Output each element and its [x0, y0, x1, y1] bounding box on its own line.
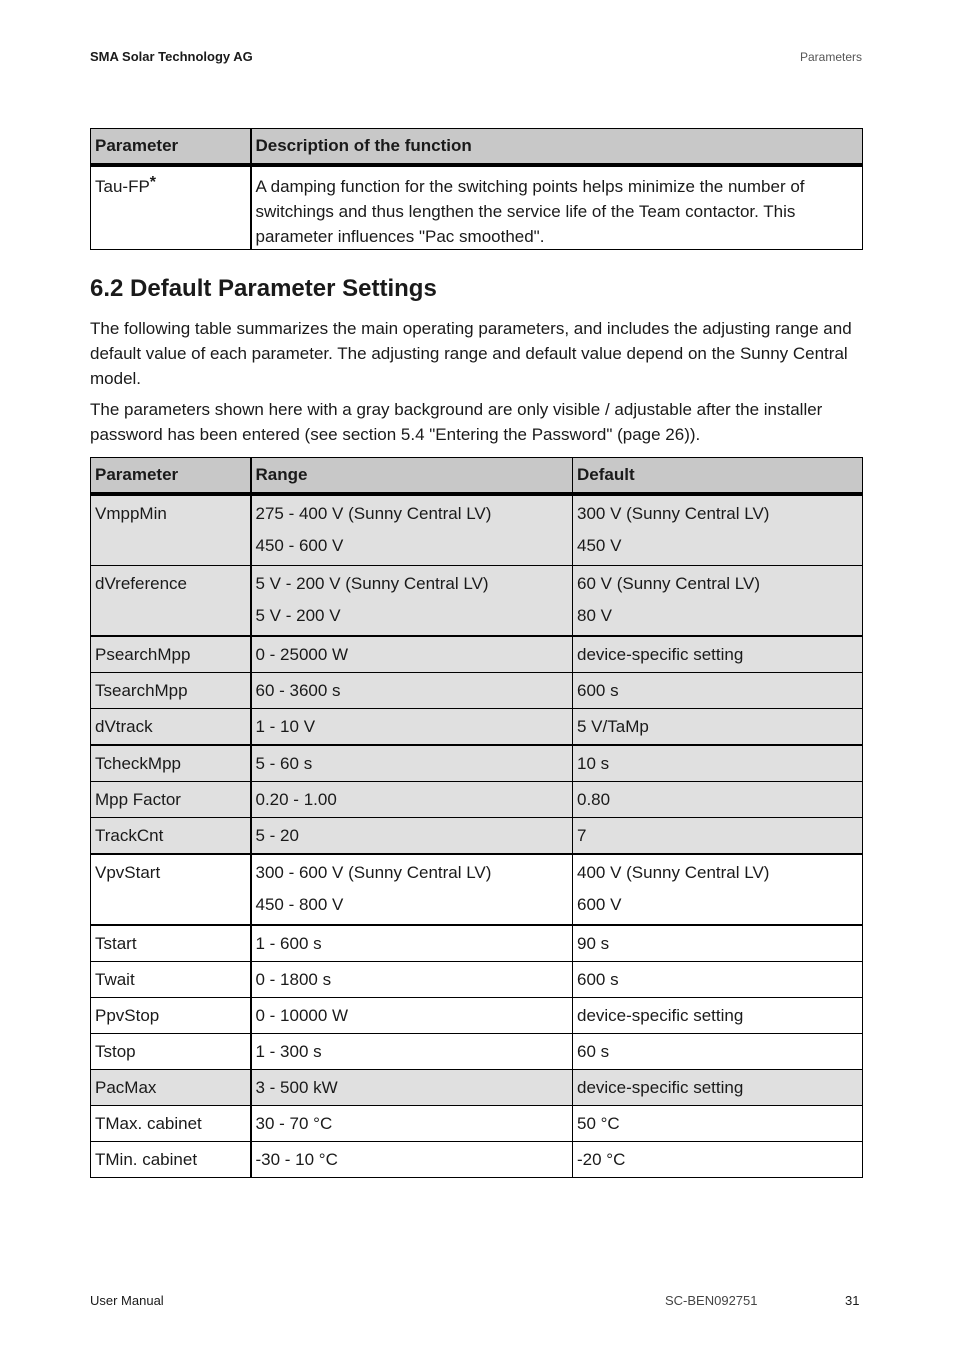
table-row	[91, 1034, 863, 1070]
param-cell	[91, 165, 251, 250]
range-cell	[251, 745, 573, 782]
default-value: device-specific setting	[577, 1006, 744, 1025]
section-title: 6.2 Default Parameter Settings	[90, 275, 437, 302]
range-value: 5 - 20	[255, 826, 299, 845]
range-cell	[251, 925, 573, 962]
table-row	[91, 818, 863, 855]
range-cell	[251, 566, 573, 637]
range-cell	[251, 782, 573, 818]
default-cell	[573, 925, 863, 962]
param-cell: PsearchMpp	[91, 636, 251, 673]
default-value: 80 V	[577, 606, 612, 625]
default-value: 50 °C	[577, 1114, 620, 1133]
range-value: 3 - 500 kW	[255, 1078, 338, 1097]
default-cell	[573, 1106, 863, 1142]
range-cell	[251, 998, 573, 1034]
range-cell	[251, 1034, 573, 1070]
range-value: 0 - 10000 W	[255, 1006, 349, 1025]
default-cell	[573, 1142, 863, 1178]
default-cell	[573, 566, 863, 637]
param-cell: PacMax	[91, 1070, 251, 1106]
param-cell: TsearchMpp	[91, 673, 251, 709]
range-value: 450 - 800 V	[255, 895, 344, 914]
range-value: 0 - 25000 W	[255, 645, 349, 664]
range-value: 60 - 3600 s	[255, 681, 341, 700]
range-value: 300 - 600 V (Sunny Central LV)	[255, 863, 492, 882]
range-cell	[251, 709, 573, 746]
description-cell: A damping function for the switching points helps minimize the number of switchings and thus lengthen the service life of the Team contactor. This parameter influences "Pac smoothed".	[251, 165, 863, 250]
param-cell: Twait	[91, 962, 251, 998]
company-name: SMA Solar Technology AG	[90, 49, 253, 64]
range-value: 0 - 1800 s	[255, 970, 332, 989]
range-value: 1 - 300 s	[255, 1042, 322, 1061]
default-cell	[573, 494, 863, 566]
table-header-row	[91, 458, 863, 495]
default-cell	[573, 998, 863, 1034]
default-parameters-table	[90, 457, 863, 1178]
table-row	[91, 566, 863, 637]
param-cell: Tstart	[91, 925, 251, 962]
default-value: 600 V	[577, 895, 622, 914]
table-header-row	[91, 129, 863, 166]
table-row	[91, 854, 863, 925]
param-cell: dVreference	[91, 566, 251, 637]
default-cell	[573, 636, 863, 673]
default-cell	[573, 818, 863, 855]
default-value: device-specific setting	[577, 1078, 744, 1097]
default-value: -20 °C	[577, 1150, 626, 1169]
default-value: 7	[577, 826, 587, 845]
range-cell	[251, 818, 573, 855]
default-value: device-specific setting	[577, 645, 744, 664]
default-value: 0.80	[577, 790, 611, 809]
default-cell	[573, 782, 863, 818]
table-row	[91, 1142, 863, 1178]
param-cell: VpvStart	[91, 854, 251, 925]
table-body	[91, 494, 863, 1178]
footer-doc-code: SC-BEN092751	[665, 1293, 758, 1308]
header-parameter: Parameter	[91, 129, 251, 166]
range-cell	[251, 962, 573, 998]
default-cell	[573, 854, 863, 925]
table-row	[91, 1070, 863, 1106]
default-value: 300 V (Sunny Central LV)	[577, 504, 770, 523]
default-value: 5 V/TaMp	[577, 717, 649, 736]
section-name: Parameters	[799, 50, 862, 64]
range-cell	[251, 636, 573, 673]
default-value: 600 s	[577, 681, 619, 700]
table-row	[91, 1106, 863, 1142]
default-cell	[573, 962, 863, 998]
range-value: 450 - 600 V	[255, 536, 344, 555]
range-cell	[251, 494, 573, 566]
table-row	[91, 636, 863, 673]
param-cell: TMax. cabinet	[91, 1106, 251, 1142]
default-value: 60 V (Sunny Central LV)	[577, 574, 760, 593]
range-value: 5 - 60 s	[255, 754, 313, 773]
param-cell: PpvStop	[91, 998, 251, 1034]
range-value: 0.20 - 1.00	[255, 790, 337, 809]
default-value: 400 V (Sunny Central LV)	[577, 863, 770, 882]
table-row	[91, 962, 863, 998]
header-parameter: Parameter	[91, 458, 251, 495]
footer-doc-type: User Manual	[90, 1293, 164, 1308]
page-number: 31	[845, 1293, 860, 1308]
table-row	[91, 494, 863, 566]
param-cell: TMin. cabinet	[91, 1142, 251, 1178]
header-range: Range	[251, 458, 573, 495]
default-cell	[573, 1070, 863, 1106]
param-name: Tau-FP	[95, 177, 150, 196]
range-value: 5 V - 200 V	[255, 606, 341, 625]
footnote-marker: *	[149, 174, 157, 191]
default-value: 60 s	[577, 1042, 610, 1061]
header-default: Default	[573, 458, 863, 495]
table-row	[91, 998, 863, 1034]
range-cell	[251, 1106, 573, 1142]
range-value: 275 - 400 V (Sunny Central LV)	[255, 504, 492, 523]
range-value: 30 - 70 °C	[255, 1114, 333, 1133]
param-cell: VmppMin	[91, 494, 251, 566]
range-value: 1 - 10 V	[255, 717, 316, 736]
tau-fp-table	[90, 128, 863, 250]
default-value: 10 s	[577, 754, 610, 773]
table-row	[91, 709, 863, 746]
table-row	[91, 782, 863, 818]
param-cell: TcheckMpp	[91, 745, 251, 782]
range-cell	[251, 673, 573, 709]
table-row	[91, 673, 863, 709]
default-value: 600 s	[577, 970, 619, 989]
header-description: Description of the function	[251, 129, 863, 166]
intro-paragraph: The following table summarizes the main operating parameters, and includes the adjusting range and default value of each parameter. The adjusting range and default value depend on the Sunny Central model.	[90, 319, 852, 388]
default-cell	[573, 745, 863, 782]
default-cell	[573, 673, 863, 709]
range-cell	[251, 1142, 573, 1178]
table-row	[91, 745, 863, 782]
default-value: 90 s	[577, 934, 610, 953]
param-cell: Mpp Factor	[91, 782, 251, 818]
range-value: 5 V - 200 V (Sunny Central LV)	[255, 574, 489, 593]
param-cell: Tstop	[91, 1034, 251, 1070]
range-value: 1 - 600 s	[255, 934, 322, 953]
table-row	[91, 165, 863, 250]
param-cell: dVtrack	[91, 709, 251, 746]
param-cell: TrackCnt	[91, 818, 251, 855]
range-cell	[251, 854, 573, 925]
range-value: -30 - 10 °C	[255, 1150, 338, 1169]
default-cell	[573, 1034, 863, 1070]
default-value: 450 V	[577, 536, 622, 555]
table-row	[91, 925, 863, 962]
password-note-paragraph: The parameters shown here with a gray background are only visible / adjustable after the installer password has been entered (see section 5.4 "Entering the Password" (page 26)).	[90, 400, 823, 444]
default-cell	[573, 709, 863, 746]
range-cell	[251, 1070, 573, 1106]
